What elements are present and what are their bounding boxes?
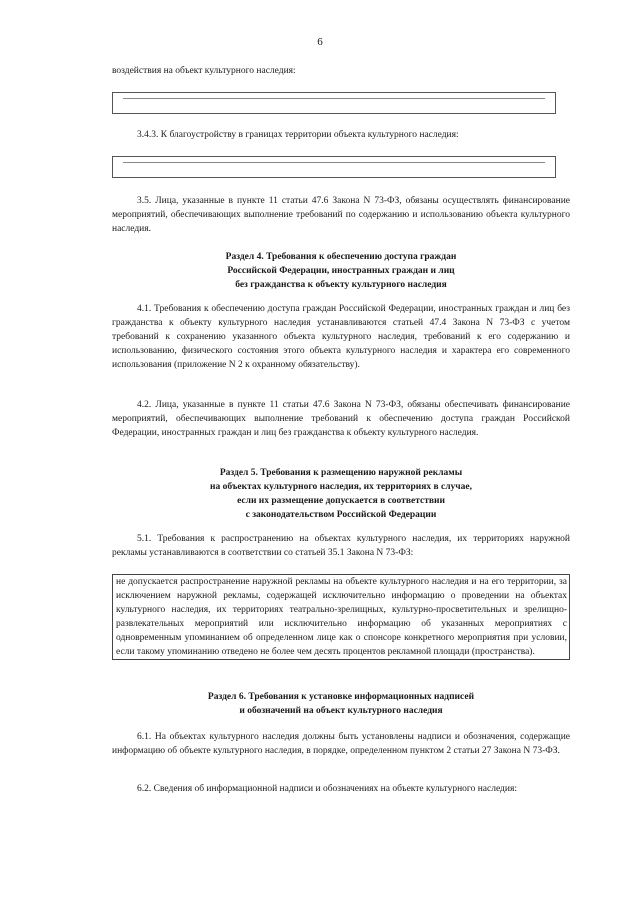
item-6-2: 6.2. Сведения об информационной надписи и обозначениях на объекте культурного наследия:: [137, 784, 517, 794]
advertising-requirements-frame: не допускается распространение наружной рекламы на объекте культурного наследия и на его территории, за исключением наружной рекламы, содержащей исключительно информацию о проведении на объектах культурного наследия, их территориях театрально-зрелищных, культурно-просветительных и зрелищно-развлекательных мероприятий или исключительно информацию об указанных мероприятиях с одновременным упоминанием об определенном лице как о спонсоре конкретного мероприятия при условии, если такому упоминанию отведено не более чем десять процентов рекламной площади (пространства).: [112, 574, 570, 660]
item-3-4-3: 3.4.3. К благоустройству в границах территории объекта культурного наследия:: [137, 130, 459, 140]
section3-intro-tail: воздействия на объект культурного наследия:: [112, 66, 296, 76]
section6-heading-line1: Раздел 6. Требования к установке информационных надписей: [207, 692, 475, 702]
section5-heading-line2: на объектах культурного наследия, их территориях в случае,: [210, 482, 472, 492]
item-4-2: 4.2. Лица, указанные в пункте 11 статьи 47.6 Закона N 73-ФЗ, обязаны обеспечивать финансирование мероприятий, обеспечивающих выполнение требований к обеспечению доступа граждан Российской Федерации, иностранных граждан и лиц без гражданства к объекту культурного наследия.: [112, 400, 570, 438]
item-3-5: 3.5. Лица, указанные в пункте 11 статьи 47.6 Закона N 73-ФЗ, обязаны осуществлять финансирование мероприятий, обеспечивающих выполнение требований по содержанию и использованию объекта культурного наследия.: [112, 196, 570, 234]
section6-heading: [112, 690, 570, 718]
section4-heading-line2: Российской Федерации, иностранных граждан и лиц: [227, 266, 455, 276]
item-5-1: 5.1. Требования к распространению на объектах культурного наследия, их территориях наружной рекламы устанавливаются в соответствии со статьей 35.1 Закона N 73-ФЗ:: [112, 534, 570, 558]
section6-heading-line2: и обозначений на объект культурного наследия: [239, 706, 443, 716]
section5-heading: [112, 466, 570, 522]
section5-heading-line1: Раздел 5. Требования к размещению наружной рекламы: [219, 468, 463, 478]
section4-heading-line1: Раздел 4. Требования к обеспечению доступа граждан: [225, 252, 457, 262]
item-4-1: 4.1. Требования к обеспечению доступа граждан Российской Федерации, иностранных граждан и лиц без гражданства к объекту культурного наследия устанавливаются статьей 47.4 Закона N 73-ФЗ с учетом требований к сохранению указанного объекта культурного наследия, требований к его содержанию и использованию, физического состояния этого объекта культурного наследия и характера его современного использования (приложение N 2 к охранному обязательству).: [112, 304, 570, 370]
page-number: 6: [317, 36, 323, 48]
empty-input-box-1: [112, 92, 556, 114]
section4-heading-line3: без гражданства к объекту культурного наследия: [235, 280, 447, 290]
section5-heading-line3: если их размещение допускается в соответствии: [237, 496, 445, 506]
section5-heading-line4: с законодательством Российской Федерации: [245, 510, 437, 520]
empty-input-box-2: [112, 156, 556, 178]
item-6-1: 6.1. На объектах культурного наследия должны быть установлены надписи и обозначения, содержащие информацию об объекте культурного наследия, в порядке, определенном пунктом 2 статьи 27 Закона N 73-ФЗ.: [112, 732, 570, 756]
section4-heading: [112, 250, 570, 292]
